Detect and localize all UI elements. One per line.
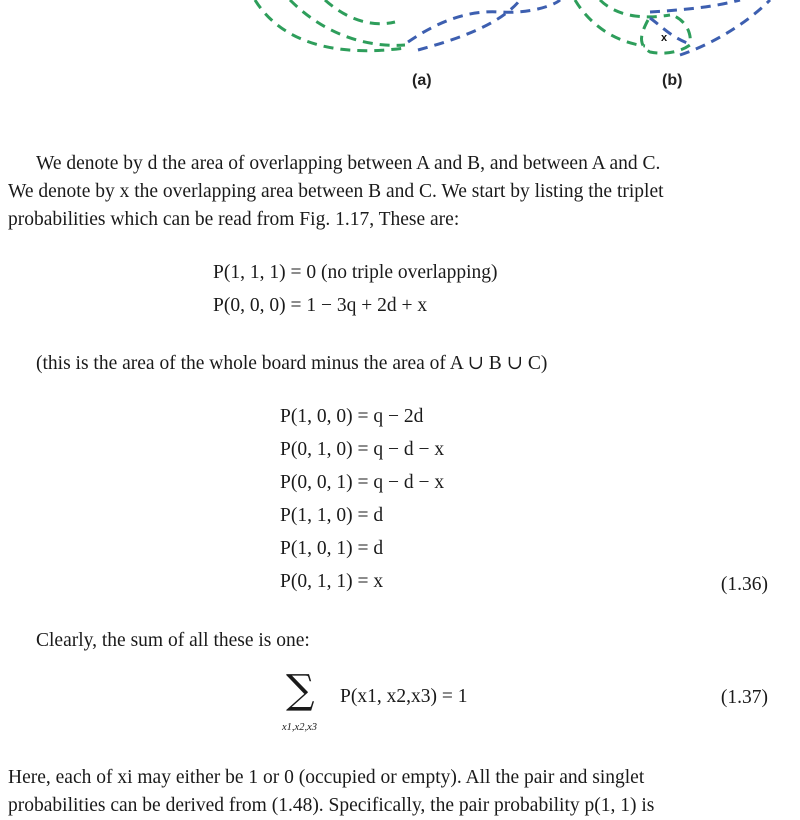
equation-p010: P(0, 1, 0) = q − d − x — [280, 439, 445, 460]
equation-p110: P(1, 1, 0) = d — [280, 505, 384, 526]
equation-p001: P(0, 0, 1) = q − d − x — [280, 472, 445, 493]
equation-sum-body: P(x1, x2,x3) = 1 — [340, 686, 468, 707]
circle-b-green-inner — [600, 0, 670, 17]
paragraph-definitions — [8, 150, 768, 234]
text-line: Here, each of xi may either be 1 or 0 (occupied or empty). All the pair and singlet — [8, 767, 645, 788]
equation-number-137: (1.37) — [720, 687, 768, 708]
summation-symbol: ∑ — [286, 667, 315, 713]
circle-b-blue-1 — [650, 0, 740, 12]
equation-p111: P(1, 1, 1) = 0 (no triple overlapping) — [213, 262, 498, 283]
circle-a-green-left — [255, 0, 405, 51]
panel-a-circles — [255, 0, 560, 51]
equation-p100: P(1, 0, 0) = q − 2d — [280, 406, 424, 427]
circle-b-green-outer — [575, 0, 645, 46]
equations-triplets — [280, 400, 444, 598]
paragraph-occupancy — [8, 764, 768, 820]
circle-a-green-inner — [325, 0, 395, 24]
equations-top — [213, 256, 497, 322]
equation-number-136: (1.36) — [720, 574, 768, 595]
circle-a-blue-2 — [418, 0, 520, 50]
text-line: We denote by x the overlapping area between B and C. We start by listing the triplet — [8, 181, 664, 202]
circle-a-blue-1 — [408, 0, 560, 42]
text-line: We denote by d the area of overlapping between A and B, and between A and C. — [36, 153, 661, 174]
panel-b-circles — [575, 0, 770, 55]
text-line: probabilities can be derived from (1.48). Specifically, the pair probability p(1, 1) is — [8, 795, 655, 816]
text-line: (this is the area of the whole board minus the area of A ∪ B ∪ C) — [36, 353, 548, 374]
panel-a-label: (a) — [412, 72, 432, 89]
text-line: Clearly, the sum of all these is one: — [36, 630, 310, 651]
overlap-x-label: x — [661, 32, 668, 44]
paragraph-whole-board — [8, 350, 768, 378]
panel-b-label: (b) — [662, 72, 683, 89]
figure-circles — [0, 0, 800, 110]
equation-p000: P(0, 0, 0) = 1 − 3q + 2d + x — [213, 295, 428, 316]
paragraph-sum — [8, 627, 768, 655]
equation-p011: P(0, 1, 1) = x — [280, 571, 384, 592]
text-line: probabilities which can be read from Fig. 1.17, These are: — [8, 209, 460, 230]
equation-p101: P(1, 0, 1) = d — [280, 538, 384, 559]
equation-sum — [340, 680, 467, 713]
summation-subscript: x1,x2,x3 — [282, 722, 317, 733]
